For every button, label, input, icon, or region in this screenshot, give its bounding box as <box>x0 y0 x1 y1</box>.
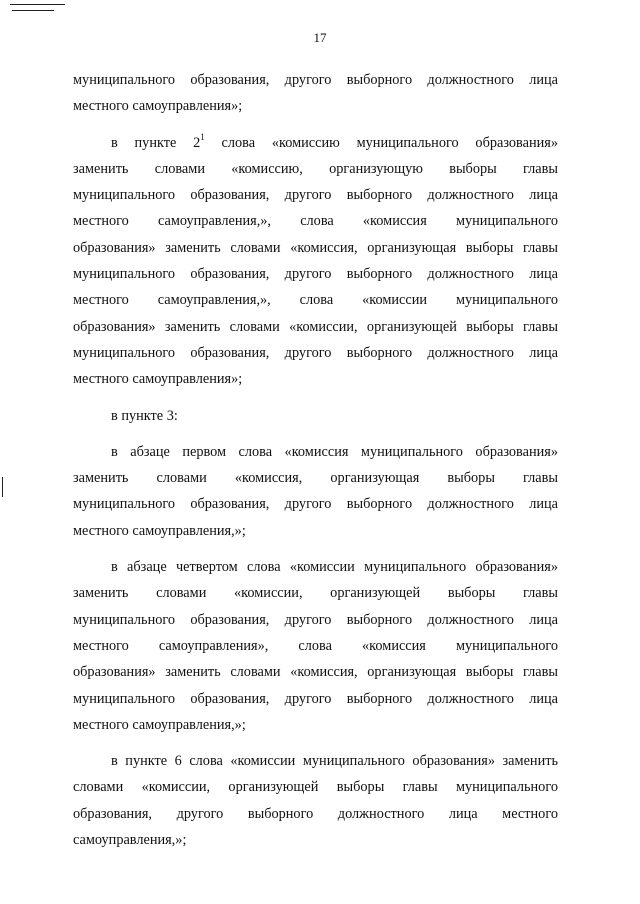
text-line: муниципального образования, другого выборного должностного лица <box>73 690 558 707</box>
text-line: муниципального образования, другого выборного должностного лица <box>73 344 558 361</box>
text-line: местного самоуправления», слова «комиссия муниципального <box>73 637 558 654</box>
text-line: заменить словами «комиссия, организующая выборы главы <box>73 470 558 487</box>
text-line: образования, другого выборного должностного лица местного <box>73 805 558 822</box>
paragraph <box>73 67 558 120</box>
text-line: местного самоуправления,»; <box>73 716 246 733</box>
page-number: 17 <box>313 30 327 45</box>
paragraph <box>73 439 558 544</box>
text-line: словами «комиссии, организующей выборы главы муниципального <box>73 779 558 796</box>
text-line: местного самоуправления,», слова «комиссии муниципального <box>73 292 558 309</box>
paragraph <box>73 748 558 853</box>
paragraph <box>73 554 558 738</box>
text-line: образования» заменить словами «комиссия, организующая выборы главы <box>73 664 558 681</box>
text-line: муниципального образования, другого выборного должностного лица <box>73 611 558 628</box>
paragraph <box>73 403 558 429</box>
text-fragment: слова «комиссию муниципального образования» <box>204 134 558 151</box>
text-line: заменить словами «комиссии, организующей выборы главы <box>73 585 558 602</box>
text-line: местного самоуправления»; <box>73 371 243 388</box>
scan-mark <box>12 10 54 11</box>
text-line: муниципального образования, другого выборного должностного лица <box>73 72 558 88</box>
text-line: муниципального образования, другого выборного должностного лица <box>73 266 558 283</box>
text-line: муниципального образования, другого выборного должностного лица <box>73 187 558 204</box>
scan-mark <box>10 4 65 5</box>
text-line: образования» заменить словами «комиссия, организующая выборы главы <box>73 239 558 256</box>
text-line: самоуправления,»; <box>73 832 187 849</box>
document-body <box>73 67 558 863</box>
text-line: образования» заменить словами «комиссии, организующей выборы главы <box>73 318 558 335</box>
text-line: в пункте 3: <box>111 407 178 424</box>
scan-mark <box>2 477 3 497</box>
text-line: местного самоуправления,»; <box>73 522 246 539</box>
text-line: муниципального образования, другого выборного должностного лица <box>73 496 558 513</box>
text-line <box>73 130 558 156</box>
text-line: местного самоуправления,», слова «комиссия муниципального <box>73 213 558 230</box>
text-line: местного самоуправления»; <box>73 98 243 115</box>
paragraph <box>73 130 558 393</box>
text-fragment: в пункте 2 <box>111 134 201 151</box>
text-line: в абзаце четвертом слова «комиссии муниципального образования» <box>111 559 558 576</box>
text-line: в пункте 6 слова «комиссии муниципального образования» заменить <box>111 753 558 770</box>
text-line: заменить словами «комиссию, организующую выборы главы <box>73 160 558 177</box>
superscript: 1 <box>200 131 205 142</box>
text-line: в абзаце первом слова «комиссия муниципального образования» <box>111 443 558 460</box>
